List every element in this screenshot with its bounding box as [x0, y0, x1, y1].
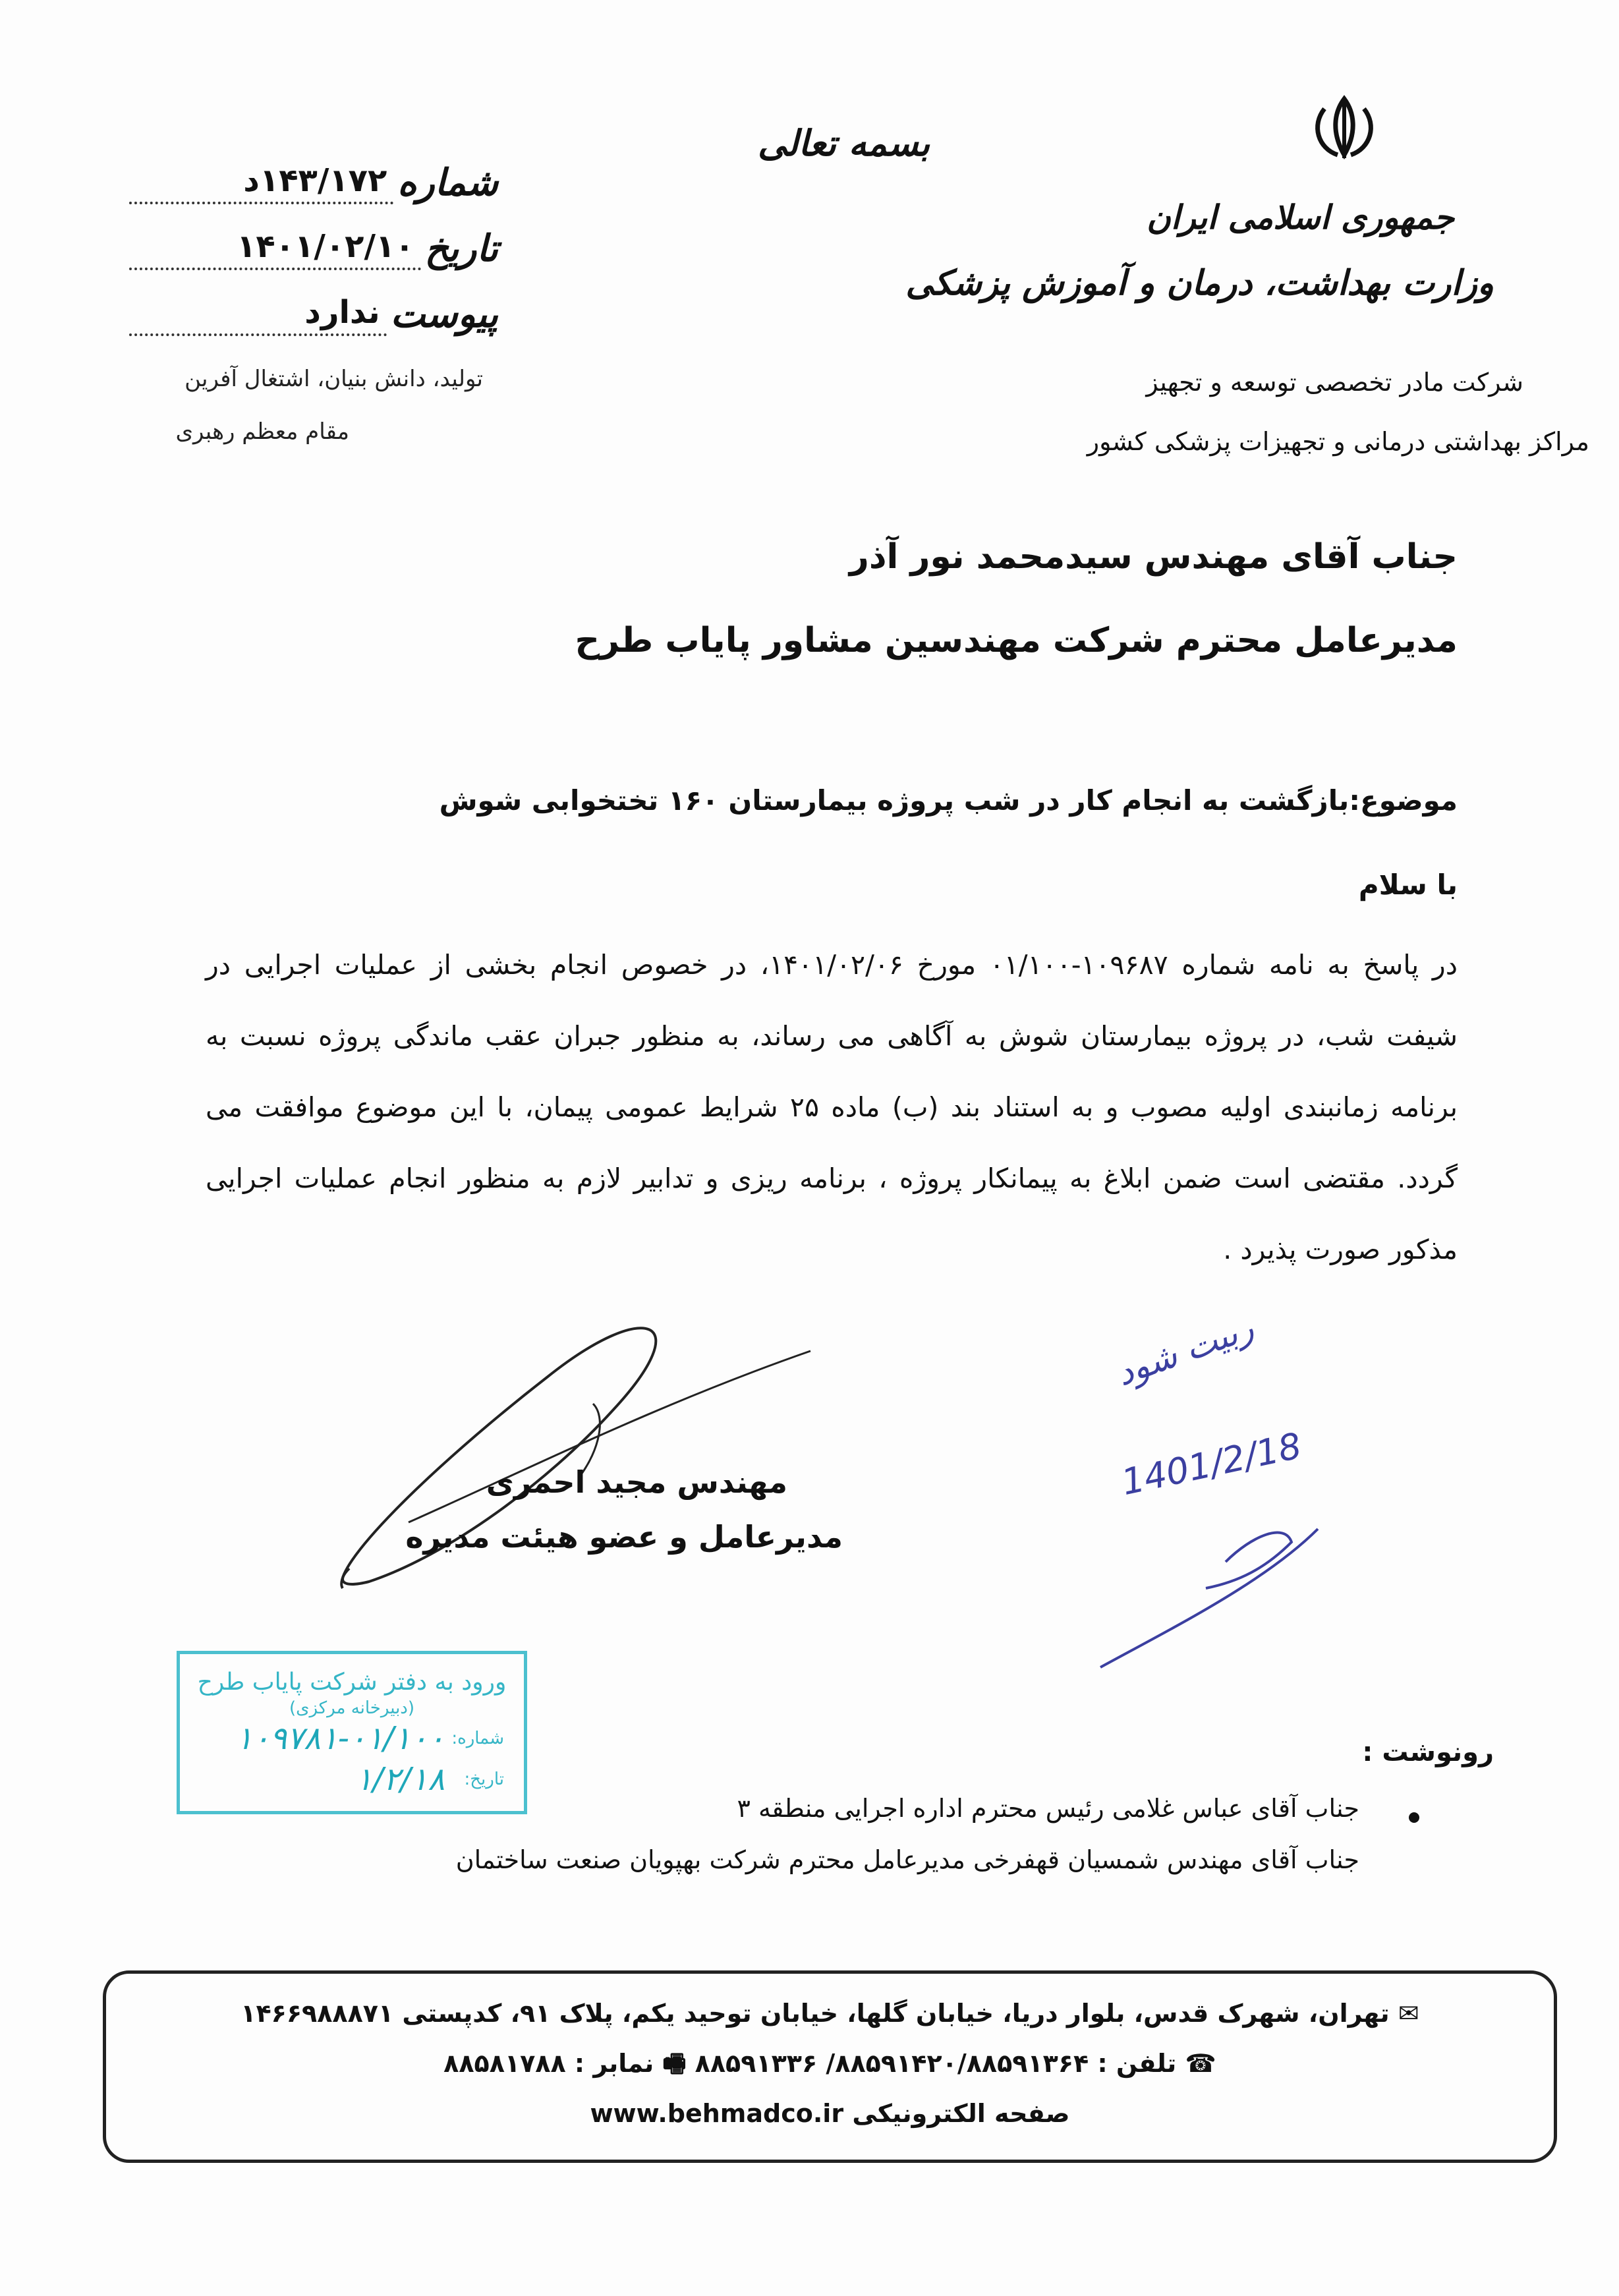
stamp-date: ۱/۲/۱۸: [355, 1761, 445, 1798]
company-line: شرکت مادر تخصصی توسعه و تجهیز: [1146, 368, 1523, 397]
initials-scribble-icon: [1094, 1496, 1331, 1674]
letter-body: در پاسخ به نامه شماره ۱۰۹۶۸۷-۰۱/۱۰۰ مورخ ۱۴۰۱/۰۲/۰۶، در خصوص انجام بخشی از عملیات اجرایی در شیفت شب، در پروژه بیمارستان شوش به آگاهی می رساند، به منظور جبران عقب ماندگی پروژه نسبت به برنامه زمانبندی اولیه مصوب و به استناد بند (ب) ماده ۲۵ شرایط عمومی پیمان، با این موضوع موافقت می گردد. مقتضی است ضمن ابلاغ به پیمانکار پروژه ، برنامه ریزی و تدابیر لازم به منظور انجام عملیات اجرایی مذکور صورت پذیرد .: [206, 949, 1458, 1265]
ministry-line: وزارت بهداشت، درمان و آموزش پزشکی: [905, 263, 1494, 303]
stamp-number-row: [180, 1718, 524, 1759]
meta-date: [129, 204, 498, 270]
meta-number: [129, 138, 498, 204]
website-link[interactable]: www.behmadco.ir: [590, 2099, 844, 2128]
addressee-name: جناب آقای مهندس سیدمحمد نور آذر: [849, 537, 1458, 577]
signature-scribble-icon: [329, 1305, 830, 1608]
stamp-label: تاریخ:: [464, 1769, 504, 1789]
fax-label: نمابر :: [574, 2049, 654, 2078]
meta-label: شماره: [397, 161, 498, 204]
stamp-label: شماره:: [451, 1729, 504, 1748]
cc-heading: رونوشت :: [1362, 1737, 1494, 1767]
received-stamp: [177, 1651, 527, 1814]
handwritten-note: [1094, 1307, 1331, 1674]
meta-label: تاریخ: [424, 227, 498, 270]
signatory-name: مهندس مجید احمری: [486, 1464, 787, 1500]
stamp-subtitle: (دبیرخانه مرکزی): [289, 1698, 415, 1718]
company-name: [1087, 353, 1589, 471]
bismillah-heading: بسمه تعالی: [758, 122, 930, 164]
note-text: ربیت شود: [1111, 1307, 1259, 1394]
cc-item: جناب آقای مهندس شمسیان قهفرخی مدیرعامل محترم شرکت بهپویان صنعت ساختمان: [455, 1845, 1359, 1874]
emblem-icon: [1308, 92, 1380, 165]
footer-address-line: [106, 1988, 1554, 2038]
footer-contact-box: [103, 1970, 1557, 2163]
web-label: صفحه الکترونیکی: [852, 2099, 1070, 2128]
cc-item: جناب آقای عباس غلامی رئیس محترم اداره اجرایی منطقه ۳: [737, 1794, 1359, 1823]
phone-label: تلفن :: [1097, 2049, 1177, 2078]
fax-number: ۸۸۵۸۱۷۸۸: [443, 2049, 566, 2078]
fax-icon: 🖷: [662, 2049, 687, 2078]
bullet-icon: [1409, 1812, 1419, 1823]
footer-web-line: [106, 2088, 1554, 2138]
stamp-number: ۱۰۹۷۸۱-۰۱/۱۰۰: [235, 1720, 445, 1757]
slogan: تولید، دانش بنیان، اشتغال آفرین: [185, 366, 483, 392]
note-date: 1401/2/18: [1118, 1424, 1305, 1504]
meta-value: ۱۴۳/۱۷۲د: [129, 162, 393, 204]
letter-meta: [129, 138, 498, 336]
greeting: با سلام: [1358, 869, 1458, 901]
company-line: مراکز بهداشتی درمانی و تجهیزات پزشکی کشور: [1087, 427, 1589, 456]
meta-value: ۱۴۰۱/۰۲/۱۰: [129, 228, 421, 270]
ministry-line: جمهوری اسلامی ایران: [1147, 198, 1454, 237]
footer-phone-line: [106, 2038, 1554, 2088]
envelope-icon: ✉: [1398, 1999, 1419, 2028]
stamp-date-row: [180, 1759, 524, 1800]
ministry-header: [905, 198, 1494, 303]
signatory-title: مدیرعامل و عضو هیئت مدیره: [405, 1519, 843, 1555]
slogan-attribution: مقام معظم رهبری: [175, 418, 349, 445]
subject-line: موضوع:بازگشت به انجام کار در شب پروژه بیمارستان ۱۶۰ تختخوابی شوش: [439, 784, 1458, 817]
addressee-title: مدیرعامل محترم شرکت مهندسین مشاور پایاب طرح: [575, 621, 1458, 660]
phone-numbers: ۸۸۵۹۱۴۲۰/۸۸۵۹۱۳۶۴/ ۸۸۵۹۱۳۳۶: [695, 2049, 1089, 2078]
meta-label: پیوست: [390, 293, 498, 336]
footer-address: تهران، شهرک قدس، بلوار دریا، خیابان گلها، خیابان توحید یکم، پلاک ۹۱، کدپستی ۱۴۶۶۹۸۸۸۷۱: [241, 1999, 1390, 2028]
meta-attachment: [129, 270, 498, 336]
stamp-title: ورود به دفتر شرکت پایاب طرح: [197, 1669, 507, 1696]
phone-icon: ☎: [1185, 2049, 1216, 2078]
meta-value: ندارد: [129, 294, 387, 336]
